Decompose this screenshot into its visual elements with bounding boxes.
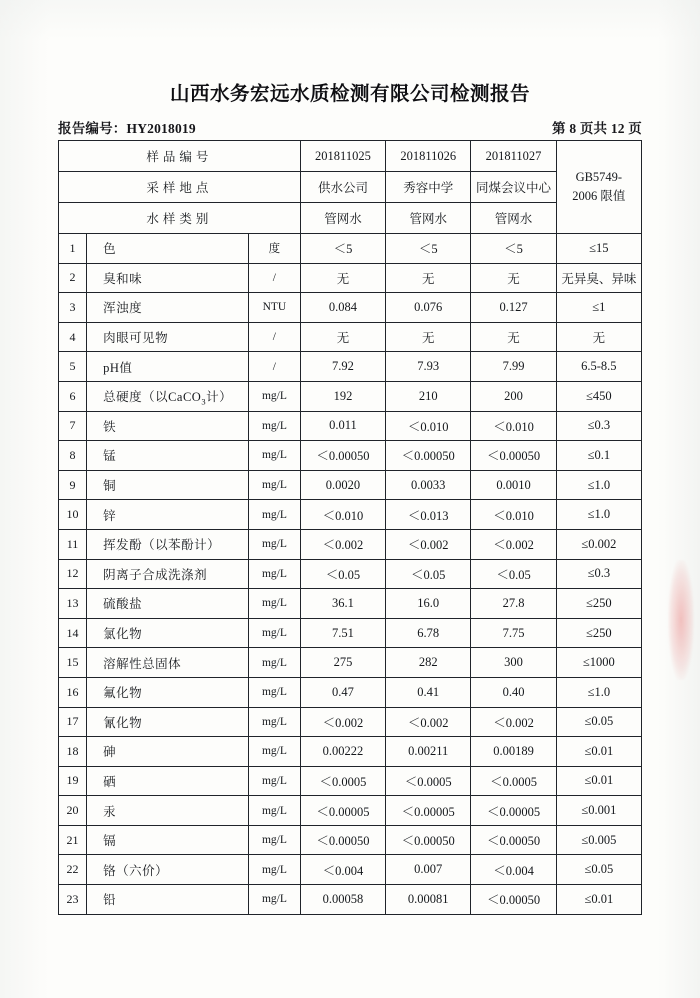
- row-limit: ≤0.05: [556, 707, 641, 737]
- row-value-sample3: ＜0.00005: [471, 796, 556, 826]
- row-value-sample1: ＜0.00050: [300, 825, 385, 855]
- row-value-sample1: ＜0.004: [300, 855, 385, 885]
- row-value-sample1: 7.51: [300, 618, 385, 648]
- row-value-sample3: 7.75: [471, 618, 556, 648]
- row-value-sample1: 0.084: [300, 293, 385, 323]
- row-value-sample2: ＜0.010: [386, 411, 471, 441]
- row-value-sample1: ＜0.0005: [300, 766, 385, 796]
- row-value-sample2: ＜0.0005: [386, 766, 471, 796]
- water-type-2: 管网水: [386, 203, 471, 234]
- row-unit: mg/L: [249, 618, 301, 648]
- row-item-name: 砷: [87, 737, 249, 767]
- row-index: 14: [59, 618, 87, 648]
- row-limit: ≤0.002: [556, 529, 641, 559]
- row-value-sample3: ＜0.00050: [471, 825, 556, 855]
- row-value-sample3: 7.99: [471, 352, 556, 382]
- row-value-sample1: 无: [300, 263, 385, 293]
- table-body: [59, 234, 642, 915]
- sample-site-1: 供水公司: [300, 172, 385, 203]
- sample-site-2: 秀容中学: [386, 172, 471, 203]
- row-unit: mg/L: [249, 470, 301, 500]
- table-row: [59, 352, 642, 382]
- row-limit: ≤250: [556, 618, 641, 648]
- water-type-1: 管网水: [300, 203, 385, 234]
- row-value-sample2: 282: [386, 648, 471, 678]
- row-limit: ≤0.01: [556, 885, 641, 915]
- row-index: 9: [59, 470, 87, 500]
- row-item-name: 肉眼可见物: [87, 322, 249, 352]
- table-row: [59, 293, 642, 323]
- row-value-sample2: 0.00081: [386, 885, 471, 915]
- report-meta: [58, 117, 642, 137]
- row-value-sample2: 16.0: [386, 589, 471, 619]
- row-limit: ≤15: [556, 234, 641, 264]
- row-value-sample2: 0.41: [386, 677, 471, 707]
- row-index: 16: [59, 677, 87, 707]
- row-limit: ≤250: [556, 589, 641, 619]
- row-item-name: 挥发酚（以苯酚计）: [87, 529, 249, 559]
- row-value-sample1: ＜0.00050: [300, 441, 385, 471]
- row-item-name: 锰: [87, 441, 249, 471]
- row-index: 11: [59, 529, 87, 559]
- water-type-3: 管网水: [471, 203, 556, 234]
- row-index: 19: [59, 766, 87, 796]
- row-value-sample2: ＜0.013: [386, 500, 471, 530]
- row-item-name: 氯化物: [87, 618, 249, 648]
- row-value-sample1: ＜0.05: [300, 559, 385, 589]
- row-value-sample2: 0.00211: [386, 737, 471, 767]
- row-item-name: 氰化物: [87, 707, 249, 737]
- row-value-sample3: 0.40: [471, 677, 556, 707]
- row-unit: mg/L: [249, 381, 301, 411]
- row-limit: ≤1: [556, 293, 641, 323]
- row-unit: 度: [249, 234, 301, 264]
- row-item-name: 铬（六价）: [87, 855, 249, 885]
- row-unit: mg/L: [249, 707, 301, 737]
- table-row: [59, 885, 642, 915]
- row-index: 1: [59, 234, 87, 264]
- table-row: [59, 559, 642, 589]
- row-value-sample2: 无: [386, 263, 471, 293]
- row-value-sample1: 275: [300, 648, 385, 678]
- row-value-sample3: 0.0010: [471, 470, 556, 500]
- row-value-sample3: ＜0.0005: [471, 766, 556, 796]
- row-limit: ≤0.3: [556, 411, 641, 441]
- row-index: 8: [59, 441, 87, 471]
- table-row: [59, 589, 642, 619]
- row-unit: mg/L: [249, 589, 301, 619]
- row-value-sample1: 0.00222: [300, 737, 385, 767]
- table-row: [59, 234, 642, 264]
- header-label-water-type: 水样类别: [59, 203, 301, 234]
- row-limit: ≤1.0: [556, 677, 641, 707]
- row-value-sample1: 0.0020: [300, 470, 385, 500]
- table-row: [59, 825, 642, 855]
- row-unit: mg/L: [249, 529, 301, 559]
- page-title: 山西水务宏远水质检测有限公司检测报告: [169, 84, 530, 105]
- row-index: 2: [59, 263, 87, 293]
- row-value-sample1: 36.1: [300, 589, 385, 619]
- row-value-sample1: 0.011: [300, 411, 385, 441]
- table-row: [59, 381, 642, 411]
- row-index: 12: [59, 559, 87, 589]
- row-unit: mg/L: [249, 796, 301, 826]
- row-value-sample2: ＜0.05: [386, 559, 471, 589]
- row-value-sample2: 0.076: [386, 293, 471, 323]
- table-header: [59, 141, 642, 234]
- row-unit: mg/L: [249, 885, 301, 915]
- row-value-sample2: ＜0.00005: [386, 796, 471, 826]
- row-item-name: 铅: [87, 885, 249, 915]
- row-item-name: 色: [87, 234, 249, 264]
- row-index: 7: [59, 411, 87, 441]
- row-value-sample1: 无: [300, 322, 385, 352]
- row-item-name: 总硬度（以CaCO$_3$计）: [87, 381, 249, 411]
- row-value-sample1: ＜0.002: [300, 529, 385, 559]
- row-value-sample2: ＜0.00050: [386, 825, 471, 855]
- row-index: 4: [59, 322, 87, 352]
- row-index: 21: [59, 825, 87, 855]
- row-value-sample1: 0.47: [300, 677, 385, 707]
- report-number: 报告编号：HY2018019: [58, 121, 196, 136]
- row-value-sample3: 300: [471, 648, 556, 678]
- row-value-sample3: ＜0.00050: [471, 441, 556, 471]
- row-value-sample2: 7.93: [386, 352, 471, 382]
- page-number: 第 8 页共 12 页: [552, 121, 642, 136]
- row-index: 3: [59, 293, 87, 323]
- row-value-sample3: ＜0.05: [471, 559, 556, 589]
- table-row: [59, 796, 642, 826]
- row-index: 22: [59, 855, 87, 885]
- row-item-name: 氟化物: [87, 677, 249, 707]
- row-value-sample3: 27.8: [471, 589, 556, 619]
- row-unit: mg/L: [249, 737, 301, 767]
- row-unit: mg/L: [249, 559, 301, 589]
- row-value-sample1: ＜0.002: [300, 707, 385, 737]
- row-value-sample1: 7.92: [300, 352, 385, 382]
- row-item-name: 镉: [87, 825, 249, 855]
- row-item-name: 汞: [87, 796, 249, 826]
- row-item-name: 锌: [87, 500, 249, 530]
- row-value-sample3: ＜5: [471, 234, 556, 264]
- row-value-sample2: 6.78: [386, 618, 471, 648]
- row-unit: mg/L: [249, 677, 301, 707]
- table-row: [59, 470, 642, 500]
- row-value-sample2: 0.0033: [386, 470, 471, 500]
- row-value-sample3: ＜0.010: [471, 411, 556, 441]
- row-value-sample3: ＜0.002: [471, 529, 556, 559]
- row-index: 17: [59, 707, 87, 737]
- row-item-name: pH值: [87, 352, 249, 382]
- table-row: [59, 737, 642, 767]
- row-limit: 6.5-8.5: [556, 352, 641, 382]
- row-unit: /: [249, 352, 301, 382]
- row-unit: /: [249, 263, 301, 293]
- row-value-sample3: ＜0.00050: [471, 885, 556, 915]
- row-item-name: 硒: [87, 766, 249, 796]
- row-item-name: 浑浊度: [87, 293, 249, 323]
- row-unit: /: [249, 322, 301, 352]
- row-limit: ≤0.001: [556, 796, 641, 826]
- row-unit: mg/L: [249, 766, 301, 796]
- row-limit: ≤450: [556, 381, 641, 411]
- row-item-name: 溶解性总固体: [87, 648, 249, 678]
- row-limit: 无异臭、异味: [556, 263, 641, 293]
- row-item-name: 铁: [87, 411, 249, 441]
- header-row-water-type: [59, 203, 642, 234]
- row-index: 13: [59, 589, 87, 619]
- row-limit: ≤1.0: [556, 500, 641, 530]
- table-row: [59, 707, 642, 737]
- header-label-sample-site: 采样地点: [59, 172, 301, 203]
- limit-standard-line1: GB5749-: [575, 170, 623, 185]
- row-value-sample3: ＜0.010: [471, 500, 556, 530]
- row-item-name: 阴离子合成洗涤剂: [87, 559, 249, 589]
- row-limit: ≤0.005: [556, 825, 641, 855]
- table-row: [59, 263, 642, 293]
- row-unit: mg/L: [249, 825, 301, 855]
- limit-standard-cell: [556, 141, 641, 234]
- row-value-sample2: 无: [386, 322, 471, 352]
- row-index: 5: [59, 352, 87, 382]
- row-value-sample2: 0.007: [386, 855, 471, 885]
- row-item-name: 铜: [87, 470, 249, 500]
- row-value-sample1: 0.00058: [300, 885, 385, 915]
- row-limit: ≤0.01: [556, 737, 641, 767]
- table-row: [59, 322, 642, 352]
- row-item-name: 臭和味: [87, 263, 249, 293]
- row-value-sample3: 0.00189: [471, 737, 556, 767]
- row-limit: ≤0.05: [556, 855, 641, 885]
- table-row: [59, 618, 642, 648]
- row-limit: ≤1.0: [556, 470, 641, 500]
- table-row: [59, 500, 642, 530]
- row-unit: mg/L: [249, 441, 301, 471]
- row-value-sample2: 210: [386, 381, 471, 411]
- row-value-sample1: 192: [300, 381, 385, 411]
- row-value-sample1: ＜0.010: [300, 500, 385, 530]
- row-limit: ≤0.01: [556, 766, 641, 796]
- row-index: 18: [59, 737, 87, 767]
- row-value-sample3: ＜0.004: [471, 855, 556, 885]
- table-row: [59, 441, 642, 471]
- table-row: [59, 766, 642, 796]
- sample-site-3: 同煤会议中心: [471, 172, 556, 203]
- row-limit: 无: [556, 322, 641, 352]
- row-value-sample1: ＜5: [300, 234, 385, 264]
- row-value-sample3: 无: [471, 263, 556, 293]
- row-unit: mg/L: [249, 500, 301, 530]
- row-index: 6: [59, 381, 87, 411]
- table-row: [59, 677, 642, 707]
- row-value-sample2: ＜0.002: [386, 707, 471, 737]
- row-value-sample2: ＜5: [386, 234, 471, 264]
- row-unit: mg/L: [249, 855, 301, 885]
- row-limit: ≤1000: [556, 648, 641, 678]
- table-row: [59, 648, 642, 678]
- water-quality-table: [58, 140, 642, 915]
- row-index: 20: [59, 796, 87, 826]
- sample-no-2: 201811026: [386, 141, 471, 172]
- row-value-sample1: ＜0.00005: [300, 796, 385, 826]
- row-value-sample3: 无: [471, 322, 556, 352]
- table-row: [59, 855, 642, 885]
- limit-standard-line2: 2006 限值: [572, 189, 626, 203]
- sample-no-3: 201811027: [471, 141, 556, 172]
- row-index: 23: [59, 885, 87, 915]
- row-value-sample3: ＜0.002: [471, 707, 556, 737]
- row-unit: mg/L: [249, 648, 301, 678]
- row-item-name: 硫酸盐: [87, 589, 249, 619]
- row-value-sample3: 200: [471, 381, 556, 411]
- table-row: [59, 411, 642, 441]
- table-row: [59, 529, 642, 559]
- row-limit: ≤0.1: [556, 441, 641, 471]
- row-value-sample3: 0.127: [471, 293, 556, 323]
- header-label-sample-no: 样品编号: [59, 141, 301, 172]
- row-unit: mg/L: [249, 411, 301, 441]
- header-row-sample-no: [59, 141, 642, 172]
- row-unit: NTU: [249, 293, 301, 323]
- header-row-sample-site: [59, 172, 642, 203]
- sample-no-1: 201811025: [300, 141, 385, 172]
- row-value-sample2: ＜0.002: [386, 529, 471, 559]
- row-index: 10: [59, 500, 87, 530]
- row-index: 15: [59, 648, 87, 678]
- row-limit: ≤0.3: [556, 559, 641, 589]
- row-value-sample2: ＜0.00050: [386, 441, 471, 471]
